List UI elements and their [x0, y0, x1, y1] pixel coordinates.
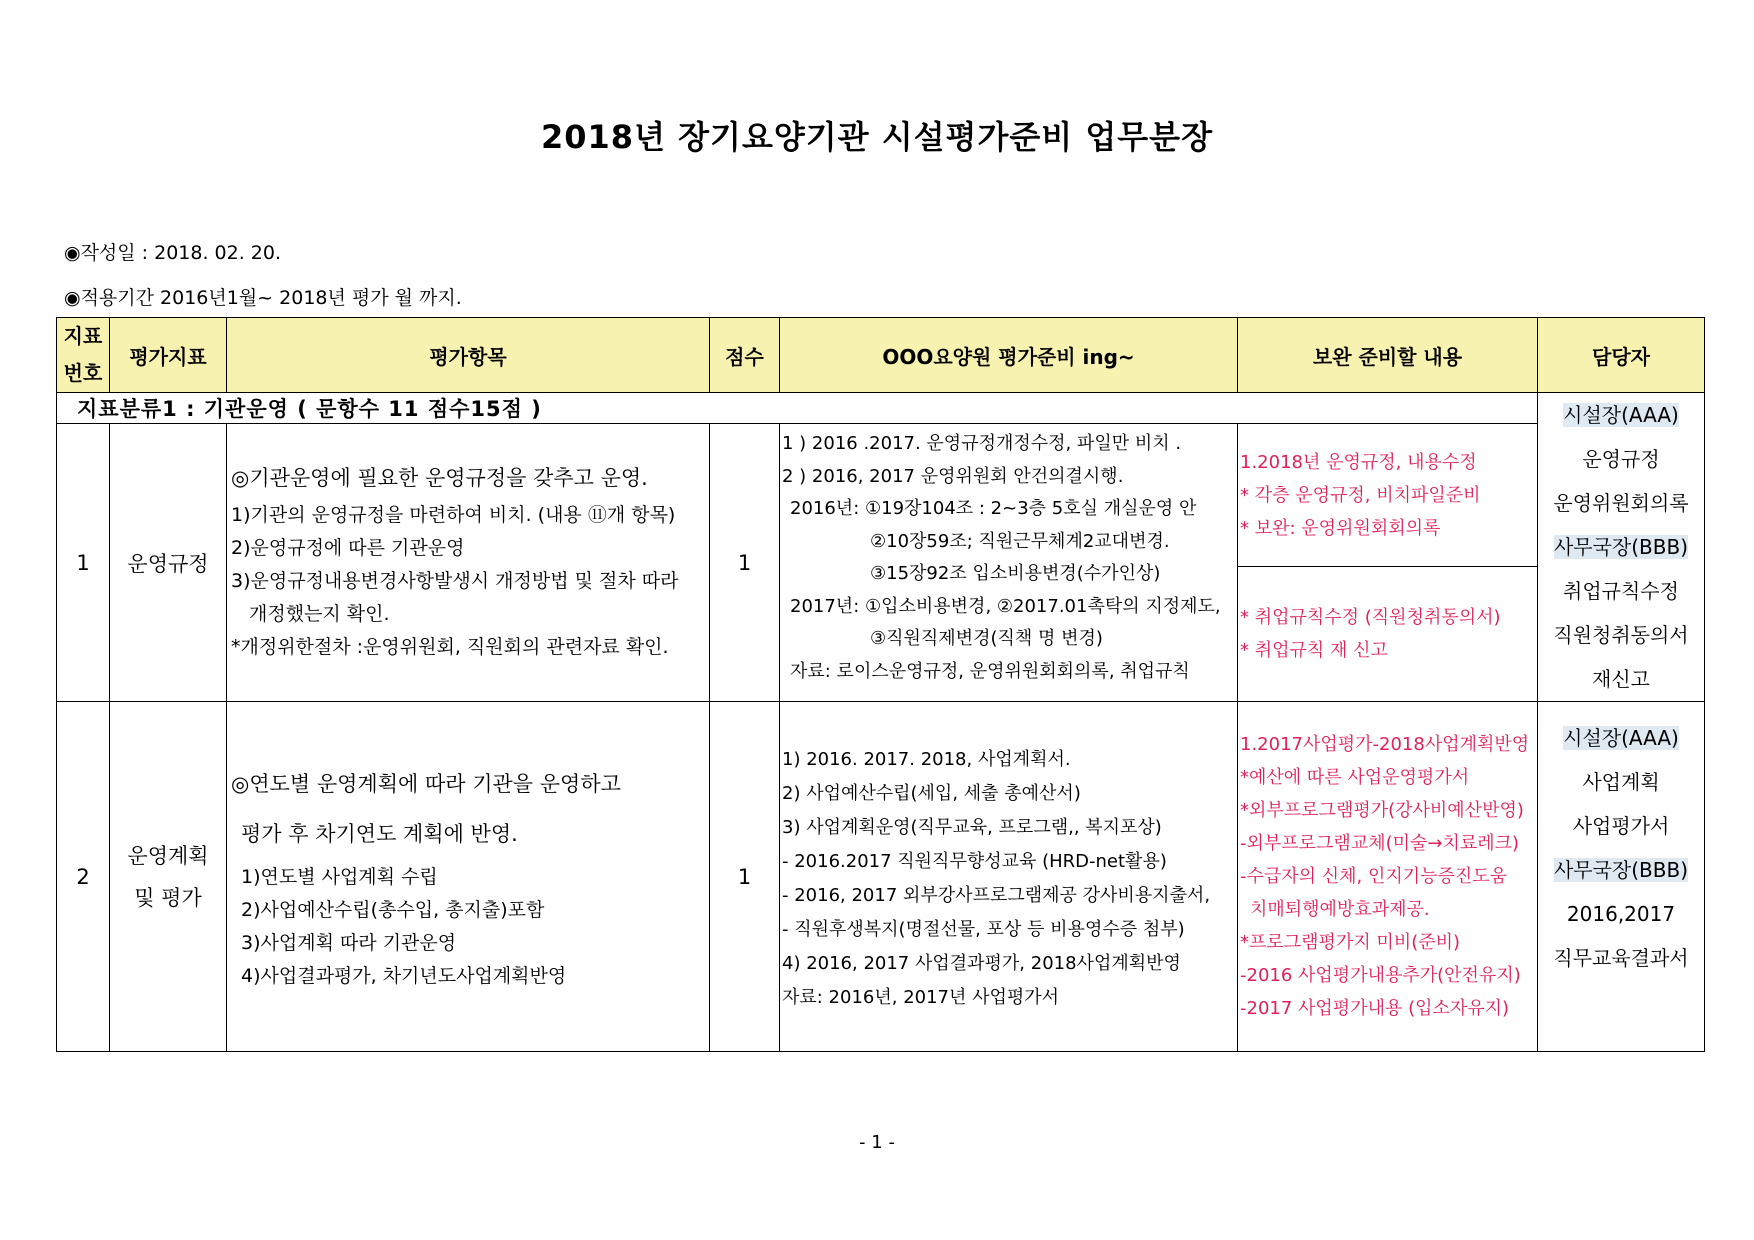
- prep-line: 3) 사업계획운영(직무교육, 프로그램,, 복지포상): [782, 816, 1162, 838]
- row-items: [227, 424, 710, 702]
- row-indicator: 운영계획 및 평가: [110, 702, 227, 1052]
- header-row: [57, 318, 1705, 393]
- supp-line: -수급자의 신체, 인지기능증진도움: [1240, 866, 1508, 887]
- prep-line: ③15장92조 입소비용변경(수가인상): [870, 563, 1161, 584]
- supp-line: 1.2018년 운영규정, 내용수정: [1240, 451, 1477, 473]
- item-line: 1)기관의 운영규정을 마련하여 비치. (내용 ⑪개 항목): [231, 503, 676, 526]
- supp-line: * 보완: 운영위원회회의록: [1240, 517, 1441, 539]
- supp-line: -2016 사업평가내용추가(안전유지): [1240, 965, 1521, 986]
- prep-line: - 2016, 2017 외부강사프로그램제공 강사비용지출서,: [782, 884, 1211, 906]
- items-lead: ◎기관운영에 필요한 운영규정을 갖추고 운영.: [231, 465, 648, 490]
- supp-line: -2017 사업평가내용 (입소자유지): [1240, 998, 1510, 1019]
- items-lead: 평가 후 차기연도 계획에 반영.: [241, 821, 518, 846]
- row-number: 1: [57, 424, 110, 702]
- item-line: 2)운영규정에 따른 기관운영: [231, 536, 465, 559]
- prep-line: 1) 2016. 2017. 2018, 사업계획서.: [782, 748, 1071, 770]
- manager-head: 시설장(AAA): [1563, 726, 1679, 750]
- table-row: [57, 424, 1705, 567]
- header-prep: OOO요양원 평가준비 ing~: [780, 318, 1238, 393]
- manager-head: 사무국장(BBB): [1553, 535, 1689, 559]
- manager-cell-2: [1538, 702, 1705, 1052]
- manager-line: 2016,2017: [1566, 902, 1676, 926]
- page-number: - 1 -: [859, 1132, 895, 1153]
- prep-line: - 직원후생복지(명절선물, 포상 등 비용영수증 첨부): [782, 918, 1185, 940]
- task-table: [56, 317, 1705, 1052]
- section-title: 지표분류1 : 기관운영 ( 문항수 11 점수15점 ): [57, 393, 1538, 424]
- prep-line: 4) 2016, 2017 사업결과평가, 2018사업계획반영: [782, 952, 1181, 974]
- item-line: 2)사업예산수립(총수입, 총지출)포함: [241, 898, 545, 921]
- item-line: 3)운영규정내용변경사항발생시 개정방법 및 절차 따라: [231, 569, 679, 592]
- prep-line: ②10장59조; 직원근무체계2교대변경.: [870, 530, 1170, 552]
- row-prep: [780, 702, 1238, 1052]
- items-lead: ◎연도별 운영계획에 따라 기관을 운영하고: [231, 771, 621, 796]
- prep-line: 2) 사업예산수립(세입, 세출 총예산서): [782, 782, 1081, 804]
- supp-line: -외부프로그램교체(미술→치료레크): [1240, 833, 1520, 854]
- item-line: 3)사업계획 따라 기관운영: [241, 931, 457, 954]
- supp-line: * 취업규칙 재 신고: [1240, 640, 1388, 661]
- item-line: *개정위한절차 :운영위원회, 직원회의 관련자료 확인.: [231, 635, 669, 658]
- header-indicator: 평가지표: [110, 318, 227, 393]
- item-line: 개정했는지 확인.: [249, 602, 390, 625]
- section-row: [57, 393, 1705, 424]
- manager-head: 사무국장(BBB): [1553, 858, 1689, 882]
- application-period: ◉적용기간 2016년1월~ 2018년 평가 월 까지.: [64, 287, 462, 309]
- prep-line: ③직원직제변경(직책 명 변경): [870, 628, 1103, 649]
- header-manager: 담당자: [1538, 318, 1705, 393]
- supp-line: 치매퇴행예방효과제공.: [1250, 899, 1430, 920]
- row-supp: [1238, 702, 1538, 1052]
- row-prep: [780, 424, 1238, 702]
- row-indicator: 운영규정: [110, 424, 227, 702]
- manager-line: 재신고: [1592, 667, 1650, 691]
- supp-line: *프로그램평가지 미비(준비): [1240, 932, 1461, 953]
- row-supp-b: [1238, 567, 1538, 702]
- prep-line: - 2016.2017 직원직무향성교육 (HRD-net활용): [782, 850, 1167, 872]
- supp-line: * 취업규칙수정 (직원청취동의서): [1240, 607, 1501, 628]
- row-score: 1: [710, 702, 780, 1052]
- row-number: 2: [57, 702, 110, 1052]
- prep-line: 1 ) 2016 .2017. 운영규정개정수정, 파일만 비치 .: [782, 433, 1182, 454]
- prep-line: 2017년: ①입소비용변경, ②2017.01촉탁의 지정제도,: [790, 595, 1221, 617]
- supp-line: 1.2017사업평가-2018사업계획반영: [1240, 734, 1530, 755]
- written-date: ◉작성일 : 2018. 02. 20.: [64, 242, 282, 264]
- item-line: 4)사업결과평가, 차기년도사업계획반영: [241, 964, 567, 987]
- document-title: 2018년 장기요양기관 시설평가준비 업무분장: [541, 118, 1213, 156]
- item-line: 1)연도별 사업계획 수립: [241, 865, 438, 888]
- supp-line: *외부프로그램평가(강사비예산반영): [1240, 800, 1524, 821]
- table-row: [57, 702, 1705, 1052]
- manager-line: 운영위원회의록: [1553, 491, 1689, 515]
- manager-head: 시설장(AAA): [1563, 403, 1679, 427]
- header-no: 지표번호: [57, 318, 110, 393]
- row-score: 1: [710, 424, 780, 702]
- header-supp: 보완 준비할 내용: [1238, 318, 1538, 393]
- manager-line: 운영규정: [1582, 447, 1660, 471]
- prep-line: 2016년: ①19장104조 : 2~3층 5호실 개실운영 안: [790, 498, 1197, 519]
- prep-line: 2 ) 2016, 2017 운영위원회 안건의결시행.: [782, 465, 1124, 487]
- manager-line: 사업계획: [1582, 770, 1660, 794]
- manager-line: 취업규칙수정: [1563, 579, 1679, 603]
- header-items: 평가항목: [227, 318, 710, 393]
- prep-line: 자료: 2016년, 2017년 사업평가서: [782, 986, 1060, 1008]
- manager-line: 직무교육결과서: [1553, 946, 1689, 970]
- manager-line: 직원청취동의서: [1553, 623, 1689, 647]
- supp-line: *예산에 따른 사업운영평가서: [1240, 767, 1470, 788]
- header-score: 점수: [710, 318, 780, 393]
- supp-line: * 각층 운영규정, 비치파일준비: [1240, 484, 1481, 506]
- row-items: [227, 702, 710, 1052]
- row-supp-a: [1238, 424, 1538, 567]
- manager-cell-1: [1538, 393, 1705, 702]
- manager-line: 사업평가서: [1572, 814, 1670, 838]
- prep-line: 자료: 로이스운영규정, 운영위원회회의록, 취업규칙: [790, 660, 1190, 682]
